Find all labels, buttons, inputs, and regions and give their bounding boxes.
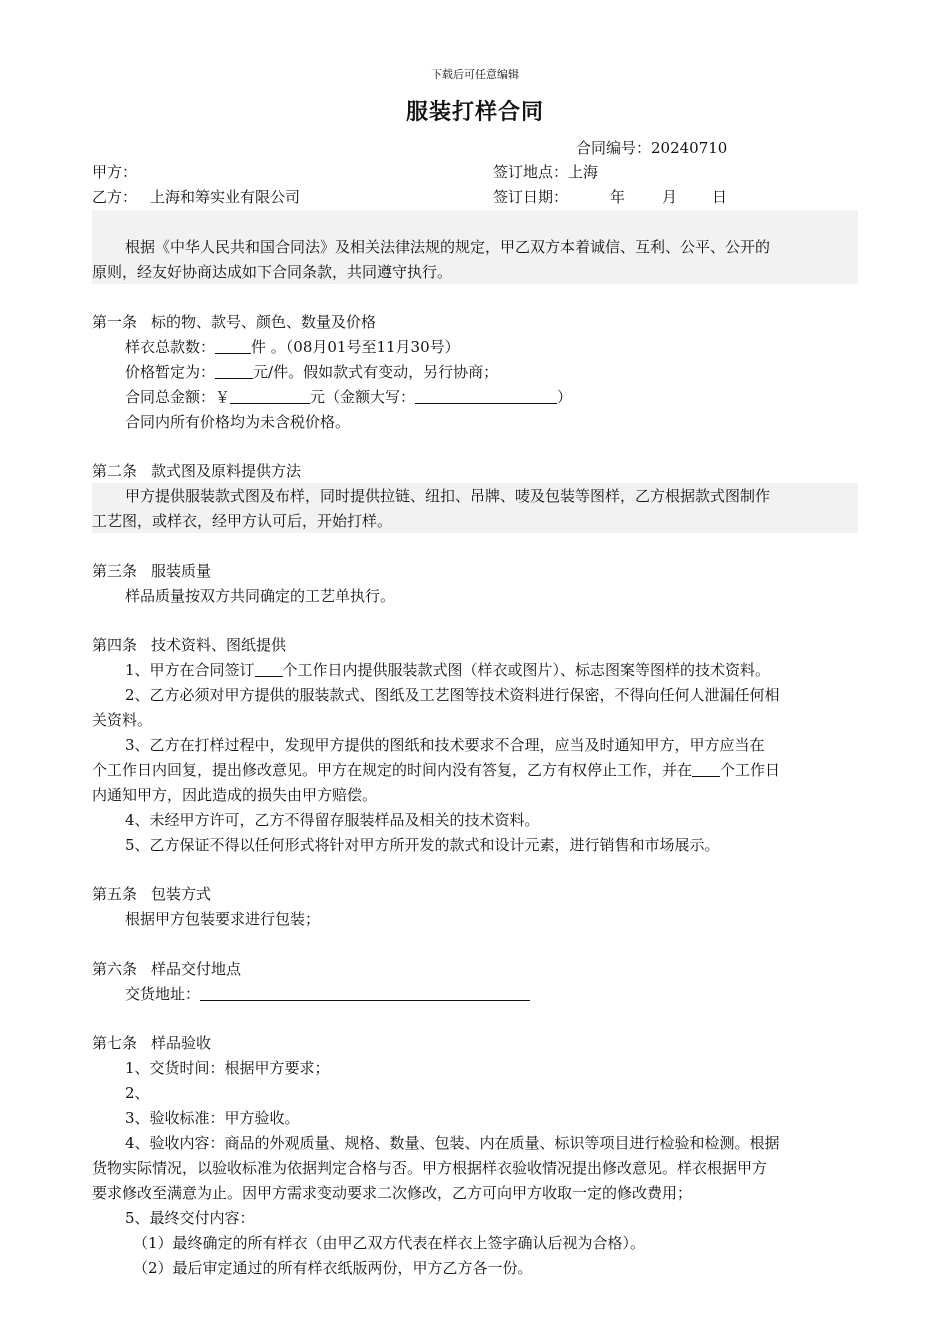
article-1-heading: 第一条 标的物、款号、颜色、数量及价格 bbox=[92, 313, 377, 331]
article-7-item-4-line-2: 货物实际情况，以验收标准为依据判定合格与否。甲方根据样衣验收情况提出修改意见。样衣根据甲方 bbox=[92, 1159, 768, 1177]
price-blank[interactable] bbox=[215, 363, 253, 379]
article-5-line: 根据甲方包装要求进行包装； bbox=[125, 910, 321, 928]
contract-number: 合同编号：20240710 bbox=[576, 139, 728, 157]
tax-note: 合同内所有价格均为未含税价格。 bbox=[125, 413, 351, 431]
sign-date-day: 日 bbox=[712, 188, 728, 206]
workdays-blank-2[interactable] bbox=[692, 761, 720, 777]
article-4-item-4: 4、未经甲方许可，乙方不得留存服装样品及相关的技术资料。 bbox=[125, 811, 540, 829]
article-4-heading: 第四条 技术资料、图纸提供 bbox=[92, 636, 287, 654]
article-3-heading: 第三条 服装质量 bbox=[92, 562, 212, 580]
article-7-heading: 第七条 样品验收 bbox=[92, 1034, 212, 1052]
article-4-item-2-line-2: 关资料。 bbox=[92, 711, 153, 729]
delivery-address-line: 交货地址： bbox=[125, 985, 530, 1003]
article-4-item-3-line-2: 个工作日内回复，提出修改意见。甲方在规定的时间内没有答复，乙方有权停止工作，并在 个工作日 bbox=[92, 761, 781, 779]
article-3-line: 样品质量按双方共同确定的工艺单执行。 bbox=[125, 587, 396, 605]
article-7-item-5: 5、最终交付内容： bbox=[125, 1209, 255, 1227]
party-b-name: 上海和筹实业有限公司 bbox=[150, 188, 301, 206]
article-7-item-4-line-1: 4、验收内容：商品的外观质量、规格、数量、包装、内在质量、标识等项目进行检验和检测。根据 bbox=[125, 1134, 780, 1152]
total-amount-line: 合同总金额：￥ 元（金额大写： ） bbox=[125, 388, 573, 406]
amount-in-words-blank[interactable] bbox=[415, 388, 557, 404]
preamble-line-2: 原则，经友好协商达成如下合同条款，共同遵守执行。 bbox=[92, 263, 453, 281]
sample-quantity-line: 样衣总款数： 件 。（08月01号至11月30号） bbox=[125, 338, 460, 356]
article-4-item-3-line-1: 3、乙方在打样过程中，发现甲方提供的图纸和技术要求不合理，应当及时通知甲方，甲方应当在 bbox=[125, 736, 765, 754]
unit-price-line: 价格暂定为： 元/件。假如款式有变动，另行协商； bbox=[125, 363, 499, 381]
article-4-item-3-line-3: 内通知甲方，因此造成的损失由甲方赔偿。 bbox=[92, 786, 378, 804]
delivery-address-blank[interactable] bbox=[200, 985, 530, 1001]
party-b-label: 乙方： bbox=[92, 188, 138, 206]
article-4-item-2-line-1: 2、乙方必须对甲方提供的服装款式、图纸及工艺图等技术资料进行保密，不得向任何人泄漏任何相 bbox=[125, 686, 780, 704]
quantity-blank[interactable] bbox=[215, 338, 251, 354]
workdays-blank-1[interactable] bbox=[255, 661, 283, 677]
article-7-item-3: 3、验收标准：甲方验收。 bbox=[125, 1109, 300, 1127]
sign-place: 签订地点：上海 bbox=[493, 163, 599, 181]
article-7-subitem-1: （1）最终确定的所有样衣（由甲乙双方代表在样衣上签字确认后视为合格）。 bbox=[133, 1234, 646, 1252]
party-a: 甲方： bbox=[92, 163, 138, 181]
article-7-item-2: 2、 bbox=[125, 1084, 150, 1102]
article-2-line-1: 甲方提供服装款式图及布样，同时提供拉链、纽扣、吊牌、唛及包装等图样，乙方根据款式图制作 bbox=[125, 487, 771, 505]
article-7-item-4-line-3: 要求修改至满意为止。因甲方需求变动要求二次修改，乙方可向甲方收取一定的修改费用； bbox=[92, 1184, 693, 1202]
article-4-item-5: 5、乙方保证不得以任何形式将针对甲方所开发的款式和设计元素，进行销售和市场展示。 bbox=[125, 836, 720, 854]
sign-date-label: 签订日期： bbox=[493, 188, 569, 206]
preamble-line-1: 根据《中华人民共和国合同法》及相关法律法规的规定，甲乙双方本着诚信、互利、公平、公开的 bbox=[125, 238, 771, 256]
sign-date-year: 年 bbox=[610, 188, 626, 206]
sign-date-month: 月 bbox=[662, 188, 678, 206]
article-7-item-1: 1、交货时间：根据甲方要求； bbox=[125, 1059, 330, 1077]
page-title: 服装打样合同 bbox=[405, 99, 544, 125]
article-6-heading: 第六条 样品交付地点 bbox=[92, 960, 242, 978]
header-note: 下载后可任意编辑 bbox=[431, 68, 519, 81]
article-7-subitem-2: （2）最后审定通过的所有样衣纸版两份，甲方乙方各一份。 bbox=[133, 1259, 533, 1277]
total-amount-blank[interactable] bbox=[230, 388, 310, 404]
article-2-line-2: 工艺图，或样衣，经甲方认可后，开始打样。 bbox=[92, 512, 393, 530]
article-5-heading: 第五条 包装方式 bbox=[92, 885, 212, 903]
article-4-item-1: 1、甲方在合同签订 个工作日内提供服装款式图（样衣或图片）、标志图案等图样的技术资料。 bbox=[125, 661, 771, 679]
article-2-heading: 第二条 款式图及原料提供方法 bbox=[92, 462, 302, 480]
